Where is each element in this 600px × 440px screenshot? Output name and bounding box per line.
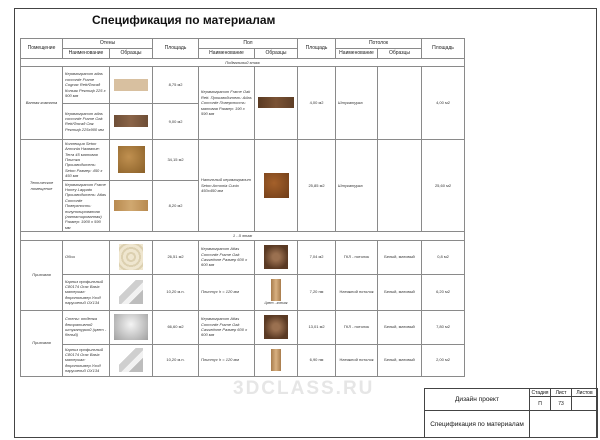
- title-block-stage-label: Стадия: [531, 389, 549, 396]
- table-row: [21, 66, 465, 103]
- skirting-color-note: Цвет - коньяк: [264, 300, 288, 305]
- section-first-floor: 1 - й этаж: [21, 232, 465, 240]
- wall-area: 8,75 м2: [153, 66, 199, 103]
- wall-sample-swatch: [114, 314, 148, 340]
- floor-material: Плинтус h = 120 мм: [199, 344, 255, 376]
- title-block-project: Дизайн проект: [425, 389, 530, 411]
- floor-sample-swatch: [264, 245, 288, 269]
- ceiling-area: 6,20 м2: [422, 274, 465, 310]
- floor-area: 7,04 м2: [298, 240, 336, 274]
- spec-table: [20, 38, 465, 377]
- title-block-sheet: 73: [551, 397, 572, 411]
- header-floor-area: Площадь: [298, 39, 336, 59]
- wall-area: 10,20 м.п.: [153, 344, 199, 376]
- ceiling-finish: Белый, матовый: [378, 274, 422, 310]
- ceiling-material: Натяжной потолок: [336, 344, 378, 376]
- header-floor-samples: Образцы: [255, 48, 298, 58]
- floor-sample-swatch: [264, 315, 288, 339]
- wall-material: Керамогранит atlas concorde Frame Oak Rett/Фасад Оак Ректиф 225х900 мм: [63, 103, 110, 139]
- floor-material: Керамогранит Atlas Concorde Frame Oak Cassettone Размер 600 х 600 мм: [199, 310, 255, 344]
- header-ceiling: Потолок: [336, 39, 422, 49]
- room-name: Ванная комната: [21, 66, 63, 139]
- table-row: [21, 139, 465, 180]
- floor-material: Керамогранит Frame Oak Rett. Производитель: Atlas Concorde Поверхность: матовая Размер: 190 х 590 мм: [199, 66, 255, 139]
- wall-material: Карниз профильный C80174 Orac Basix материал: дюрополимер Уход нарушений OX134: [63, 344, 110, 376]
- header-ceiling-area: Площадь: [422, 39, 465, 59]
- ceiling-area: 25,60 м2: [422, 139, 465, 231]
- header-walls-area: Площадь: [153, 39, 199, 59]
- ceiling-finish: Белый, матовый: [378, 240, 422, 274]
- wall-material: Керамогранит atlas concorde Frame Cognac Rett/Фасад Коньяк Ректиф 225 х 900 мм: [63, 66, 110, 103]
- wall-material: Стены: отделка декоративной штукатуркой (цвет - белый): [63, 310, 110, 344]
- wall-area: 66,60 м2: [153, 310, 199, 344]
- floor-sample-swatch: [264, 173, 289, 198]
- ceiling-material: Штукатурка: [336, 139, 378, 231]
- ceiling-material: ГКЛ - потолок: [336, 310, 378, 344]
- table-row: [21, 344, 465, 376]
- header-floor-name: Наименование: [199, 48, 255, 58]
- room-name: Прихожая: [21, 240, 63, 310]
- floor-material: Керамогранит Atlas Concorde Frame Oak Cassettone Размер 600 х 600 мм: [199, 240, 255, 274]
- room-name: Прихожая: [21, 310, 63, 376]
- skirting-sample-swatch: [271, 349, 281, 371]
- section-basement: Подвальный этаж: [21, 58, 465, 66]
- page-title: Спецификация по материалам: [92, 13, 276, 27]
- cornice-sample-swatch: [119, 280, 143, 304]
- watermark: 3DCLASS.RU: [233, 378, 375, 399]
- floor-material: Плинтус h = 120 мм: [199, 274, 255, 310]
- wall-area: 10,20 м.п.: [153, 274, 199, 310]
- floor-area: 13,01 м2: [298, 310, 336, 344]
- header-walls-name: Наименование: [63, 48, 110, 58]
- ceiling-area: 2,00 м2: [422, 344, 465, 376]
- header-row-2: [21, 48, 465, 58]
- wall-area: 34,15 м2: [153, 139, 199, 180]
- table-row: [21, 274, 465, 310]
- wall-area: 9,00 м2: [153, 103, 199, 139]
- ceiling-material: Штукатурка: [336, 66, 378, 139]
- title-block-sheets: [572, 397, 598, 411]
- wall-sample-swatch: [114, 200, 148, 211]
- wall-material: Коллекция Seton Armonia Название: Terra 45 матовая Плитка Производитель: Seton Размер: 450 х 450 мм: [63, 139, 110, 180]
- header-walls-samples: Образцы: [110, 48, 153, 58]
- title-block-sheets-label: Листов: [572, 389, 598, 397]
- wall-sample-swatch: [118, 146, 145, 173]
- floor-sample-swatch: [258, 97, 294, 108]
- header-walls: Отены: [63, 39, 153, 49]
- wall-area: 26,51 м2: [153, 240, 199, 274]
- ceiling-area: 7,80 м2: [422, 310, 465, 344]
- floor-material: Напольный керамогранит Seton Armonia Cuoio 450х450 мм: [199, 139, 255, 231]
- ceiling-material: Натяжной потолок: [336, 274, 378, 310]
- header-ceiling-samples: Образцы: [378, 48, 422, 58]
- wall-area: 8,20 м2: [153, 180, 199, 232]
- floor-area: 7,20 пм: [298, 274, 336, 310]
- header-ceiling-name: Наименование: [336, 48, 378, 58]
- wall-sample-swatch: [114, 79, 148, 91]
- ceiling-finish: Белый, матовый: [378, 344, 422, 376]
- ceiling-material: ГКЛ - потолок: [336, 240, 378, 274]
- ceiling-area: 4,00 м2: [422, 66, 465, 139]
- floor-area: 6,90 пм: [298, 344, 336, 376]
- skirting-sample-swatch: [271, 279, 281, 301]
- table-row: [21, 310, 465, 344]
- room-name: Техническое помещение: [21, 139, 63, 231]
- wall-sample-swatch: [114, 115, 148, 127]
- ceiling-finish: Белый, матовый: [378, 310, 422, 344]
- header-room: Помещение: [21, 39, 63, 59]
- wall-material: Карниз профильный C80174 Orac Basix материал: дюрополимер Уход нарушений OX134: [63, 274, 110, 310]
- floor-area: 4,00 м2: [298, 66, 336, 139]
- wall-material: Обои: [63, 240, 110, 274]
- header-row-1: [21, 39, 465, 49]
- header-floor: Пол: [199, 39, 298, 49]
- table-row: [21, 240, 465, 274]
- floor-area: 25,85 м2: [298, 139, 336, 231]
- wall-sample-swatch: [119, 244, 143, 270]
- title-block: [424, 388, 598, 438]
- cornice-sample-swatch: [119, 348, 143, 372]
- title-block-stage: П: [530, 397, 551, 411]
- wall-material: Керамогранит Frame Honey Lappato Производитель: Atlas Concorde Поверхность: полуполированная (лаппатированная) Размер: 1900 х 590 мм: [63, 180, 110, 232]
- title-block-doc-title: Спецификация по материалам: [425, 411, 530, 438]
- title-block-sheet-label: Лист: [551, 389, 572, 397]
- ceiling-area: 0,8 м2: [422, 240, 465, 274]
